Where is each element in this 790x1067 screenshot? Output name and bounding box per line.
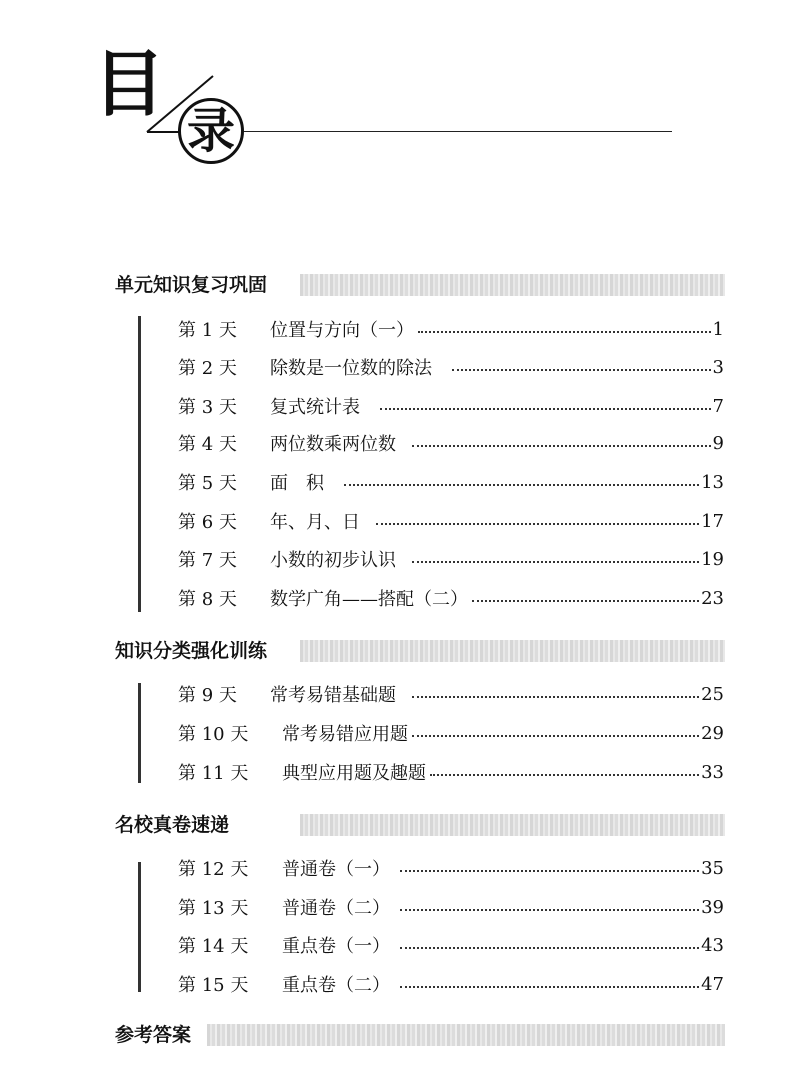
entry-page: 19 [701,548,724,570]
toc-entry[interactable] [178,427,724,459]
entry-day: 第 13 天 [178,898,249,919]
entry-page: 9 [712,432,724,454]
entry-title: 普通卷（一） [282,859,390,880]
dot-leader [344,484,699,486]
entry-day: 第 15 天 [178,975,249,996]
entry-title: 两位数乘两位数 [270,434,396,455]
toc-entry[interactable] [178,968,724,1000]
section-bar [138,683,141,783]
entry-day: 第 4 天 [178,434,237,455]
toc-entry[interactable] [178,351,724,383]
section-header [115,636,725,666]
toc-entry[interactable] [178,505,724,537]
entry-page: 17 [701,510,724,532]
entry-title: 除数是一位数的除法 [270,358,432,379]
entry-day: 第 11 天 [178,763,249,784]
entry-title: 典型应用题及趣题 [282,763,426,784]
section-title: 单元知识复习巩固 [115,274,268,296]
dot-leader [430,774,699,776]
toc-entry[interactable] [178,756,724,788]
section-header [115,270,725,300]
toc-entry[interactable] [178,313,724,345]
entry-day: 第 10 天 [178,724,249,745]
entry-title: 年、月、日 [270,512,360,533]
entry-day: 第 14 天 [178,936,249,957]
entry-day: 第 12 天 [178,859,249,880]
entry-page: 7 [712,395,724,417]
entry-title: 重点卷（一） [282,936,390,957]
section-bar [138,316,141,612]
entry-page: 33 [701,761,724,783]
section-header [115,1020,725,1050]
dot-leader [380,408,711,410]
toc-entry[interactable] [178,891,724,923]
entry-title: 位置与方向（一） [270,320,414,341]
entry-title: 常考易错应用题 [282,724,408,745]
entry-page: 43 [701,934,724,956]
dot-leader [400,947,699,949]
toc-title-char-2: 录 [186,103,235,159]
toc-title-char-1: 目 [93,41,166,126]
section-title: 名校真卷速递 [115,814,230,836]
dot-leader [400,870,699,872]
entry-page: 13 [701,471,724,493]
toc-title-char-2-circle [178,98,244,164]
toc-entry[interactable] [178,929,724,961]
entry-day: 第 1 天 [178,320,237,341]
entry-title: 面 积 [270,473,324,494]
entry-title: 小数的初步认识 [270,550,396,571]
dot-leader [412,735,699,737]
entry-page: 1 [712,318,724,340]
section-band [300,274,725,296]
toc-entry[interactable] [178,466,724,498]
entry-day: 第 2 天 [178,358,237,379]
toc-entry[interactable] [178,390,724,422]
dot-leader [412,561,699,563]
entry-page: 25 [701,683,724,705]
toc-entry[interactable] [178,543,724,575]
entry-day: 第 7 天 [178,550,237,571]
entry-title: 复式统计表 [270,397,360,418]
entry-day: 第 9 天 [178,685,237,706]
dot-leader [418,331,711,333]
toc-entry[interactable] [178,582,724,614]
section-title: 知识分类强化训练 [115,640,268,662]
entry-page: 23 [701,587,724,609]
entry-title: 常考易错基础题 [270,685,396,706]
entry-day: 第 5 天 [178,473,237,494]
section-band [300,814,725,836]
section-header [115,810,725,840]
entry-day: 第 6 天 [178,512,237,533]
dot-leader [472,600,699,602]
toc-entry[interactable] [178,717,724,749]
entry-day: 第 3 天 [178,397,237,418]
dot-leader [400,909,699,911]
dot-leader [452,369,711,371]
section-bar [138,862,141,992]
toc-entry[interactable] [178,678,724,710]
entry-title: 数学广角——搭配（二） [270,589,468,610]
entry-page: 29 [701,722,724,744]
toc-entry[interactable] [178,852,724,884]
dot-leader [376,523,699,525]
dot-leader [400,986,699,988]
entry-page: 47 [701,973,724,995]
section-title: 参考答案 [115,1024,192,1046]
entry-title: 普通卷（二） [282,898,390,919]
entry-page: 35 [701,857,724,879]
entry-day: 第 8 天 [178,589,237,610]
dot-leader [412,445,711,447]
dot-leader [412,696,699,698]
title-rule [244,131,672,132]
entry-page: 39 [701,896,724,918]
section-band [207,1024,725,1046]
entry-title: 重点卷（二） [282,975,390,996]
section-band [300,640,725,662]
entry-page: 3 [712,356,724,378]
